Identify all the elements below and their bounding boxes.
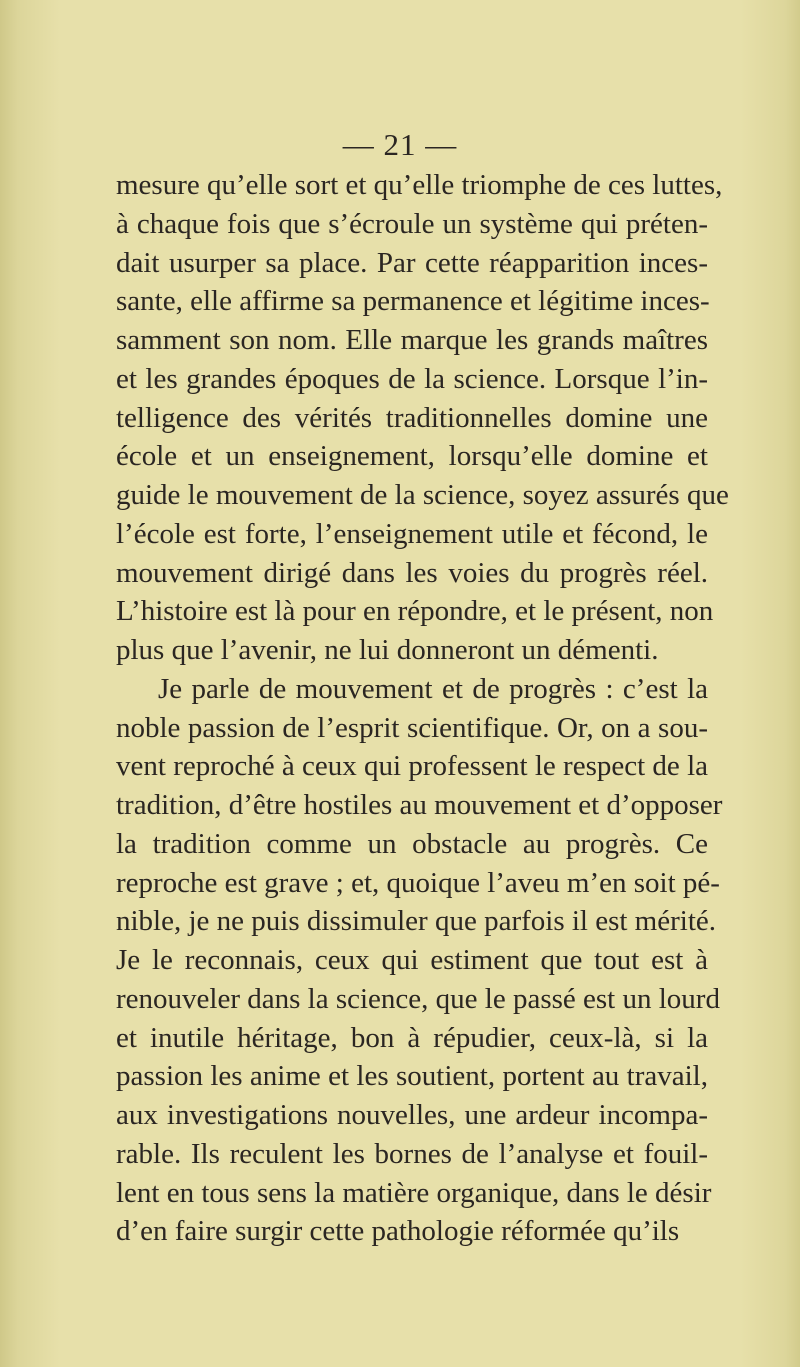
text-line: tradition, d’être hostiles au mouvement et d’opposer [116, 789, 723, 821]
text-line: sante, elle affirme sa permanence et légitime inces- [116, 285, 710, 318]
text-line: aux investigations nouvelles, une ardeur incompa- [116, 1099, 708, 1131]
text-line: vent reproché à ceux qui professent le respect de la [116, 750, 708, 783]
text-line: l’école est forte, l’enseignement utile et fécond, le [116, 517, 708, 550]
page-number: — 21 — [342, 127, 458, 162]
text-line: telligence des vérités traditionnelles domine une [116, 401, 708, 434]
text-line: passion les anime et les soutient, portent au travail, [116, 1060, 708, 1093]
text-line: plus que l’avenir, ne lui donneront un démenti. [116, 634, 659, 666]
text-line: d’en faire surgir cette pathologie réformée qu’ils [116, 1215, 680, 1248]
text-line: la tradition comme un obstacle au progrès. Ce [116, 827, 708, 860]
text-line: reproche est grave ; et, quoique l’aveu m’en soit pé- [116, 866, 720, 899]
text-line: dait usurper sa place. Par cette réapparition inces- [116, 246, 708, 279]
text-line: et les grandes époques de la science. Lorsque l’in- [116, 362, 708, 395]
text-line: école et un enseignement, lorsqu’elle domine et [116, 440, 708, 473]
text-line: nible, je ne puis dissimuler que parfois il est mérité. [116, 905, 717, 938]
text-line: guide le mouvement de la science, soyez assurés que [116, 479, 729, 511]
text-line: renouveler dans la science, que le passé est un lourd [116, 982, 720, 1015]
text-line: samment son nom. Elle marque les grands maîtres [116, 324, 708, 356]
text-line: Je le reconnais, ceux qui estiment que tout est à [116, 944, 708, 976]
text-line: lent en tous sens la matière organique, dans le désir [116, 1176, 712, 1209]
text-line: mesure qu’elle sort et qu’elle triomphe de ces luttes, [116, 169, 723, 201]
text-line: noble passion de l’esprit scientifique. Or, on a sou- [116, 711, 708, 744]
text-line: à chaque fois que s’écroule un système qui préten- [116, 207, 708, 240]
text-line: et inutile héritage, bon à répudier, ceux-là, si la [116, 1021, 708, 1054]
text-line: rable. Ils reculent les bornes de l’analyse et fouil- [116, 1137, 708, 1170]
text-line: Je parle de mouvement et de progrès : c’est la [158, 672, 708, 705]
body-text [116, 166, 729, 1251]
text-line: mouvement dirigé dans les voies du progrès réel. [116, 556, 708, 589]
text-line: L’histoire est là pour en répondre, et le présent, non [116, 595, 714, 628]
